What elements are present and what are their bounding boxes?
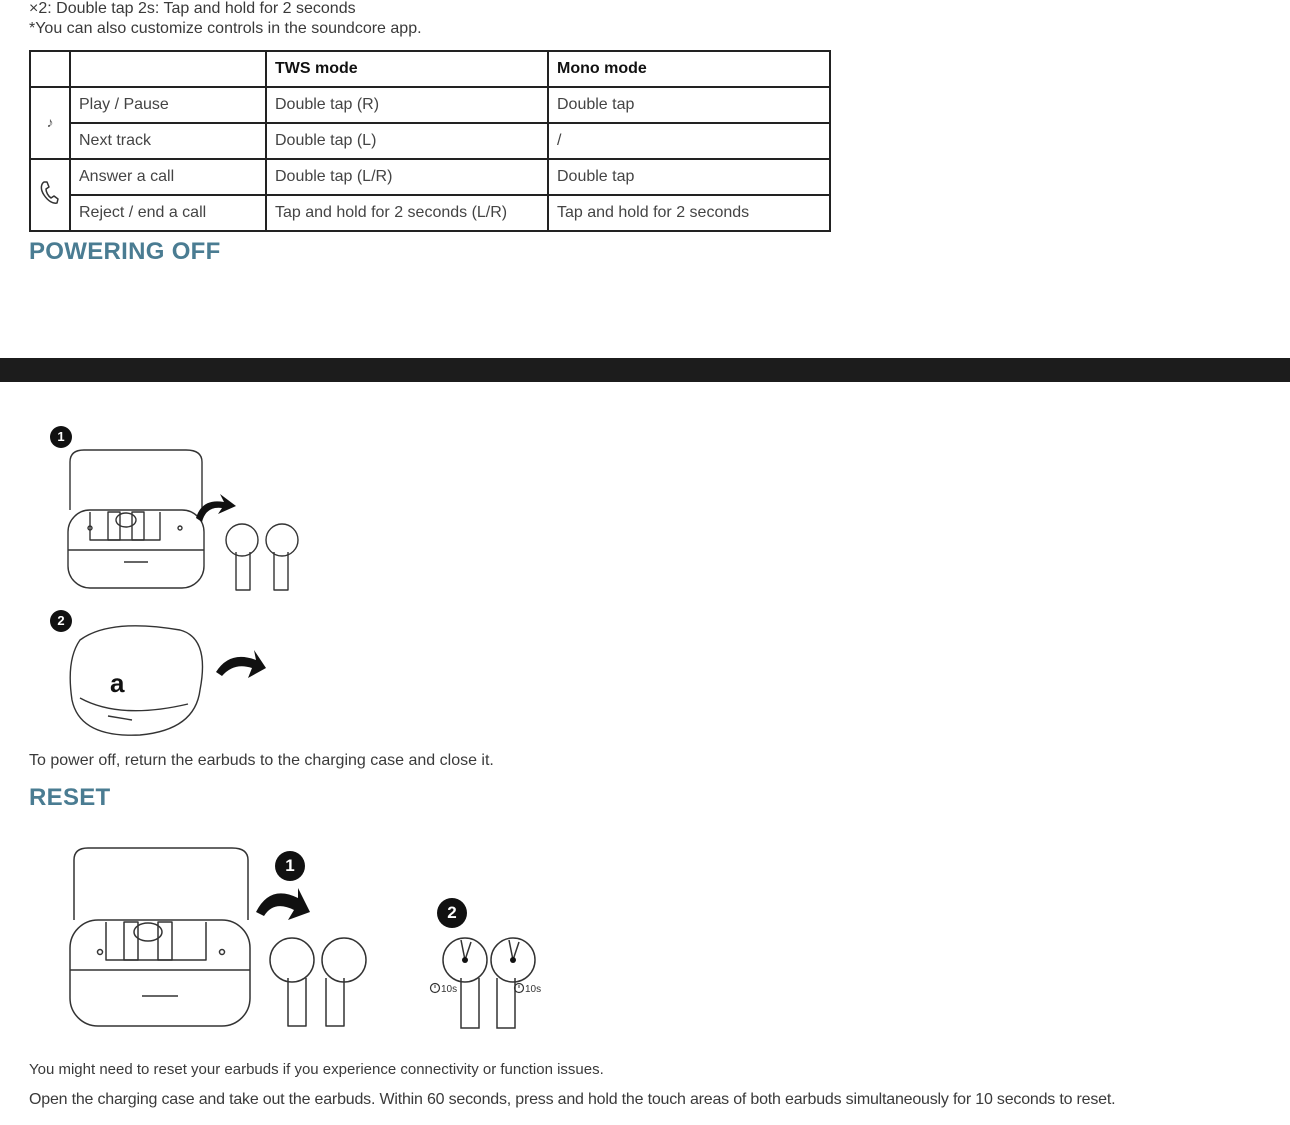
press-hold-illustration xyxy=(425,930,555,1035)
open-case-illustration xyxy=(60,440,320,600)
timer-label-right: 10s xyxy=(525,984,542,995)
table-cell-action: Answer a call xyxy=(70,159,266,195)
section-divider xyxy=(0,358,1290,382)
controls-table xyxy=(29,50,831,232)
power-off-instructions: To power off, return the earbuds to the charging case and close it. xyxy=(29,752,494,769)
table-cell-mono: Tap and hold for 2 seconds xyxy=(548,195,830,231)
note-line-2: *You can also customize controls in the soundcore app. xyxy=(29,20,422,37)
step-1-badge: 1 xyxy=(50,426,72,448)
step-2-badge: 2 xyxy=(50,610,72,632)
table-row xyxy=(30,87,830,123)
reset-case-illustration xyxy=(66,840,386,1035)
table-cell-tws: Double tap (R) xyxy=(266,87,548,123)
reset-instructions: Open the charging case and take out the earbuds. Within 60 seconds, press and hold the touch areas of both earbuds simultaneously for 10 seconds to reset. xyxy=(29,1091,1116,1108)
table-header-row xyxy=(30,51,830,87)
timer-label-left: 10s xyxy=(441,984,458,995)
table-header-icon xyxy=(30,51,70,87)
reset-step-2-badge: 2 xyxy=(437,898,467,928)
reset-reason-text: You might need to reset your earbuds if you experience connectivity or function issues. xyxy=(29,1061,604,1078)
reset-heading: RESET xyxy=(29,784,111,811)
phone-icon xyxy=(30,159,70,231)
table-row xyxy=(30,159,830,195)
table-cell-mono: Double tap xyxy=(548,159,830,195)
table-cell-mono: / xyxy=(548,123,830,159)
reset-step-1-badge: 1 xyxy=(275,851,305,881)
table-cell-mono: Double tap xyxy=(548,87,830,123)
table-header-mono: Mono mode xyxy=(548,51,830,87)
table-row xyxy=(30,123,830,159)
table-cell-tws: Double tap (L) xyxy=(266,123,548,159)
closed-case-illustration xyxy=(60,620,280,750)
table-cell-tws: Tap and hold for 2 seconds (L/R) xyxy=(266,195,548,231)
timer-icon xyxy=(431,984,440,993)
powering-off-heading: POWERING OFF xyxy=(29,238,221,265)
table-cell-tws: Double tap (L/R) xyxy=(266,159,548,195)
table-cell-action: Next track xyxy=(70,123,266,159)
table-row xyxy=(30,195,830,231)
timer-icon xyxy=(515,984,524,993)
music-note-icon: ♪ xyxy=(30,87,70,159)
svg-text:a: a xyxy=(110,668,125,698)
table-header-tws: TWS mode xyxy=(266,51,548,87)
note-line-1: ×2: Double tap 2s: Tap and hold for 2 seconds xyxy=(29,0,356,17)
table-cell-action: Play / Pause xyxy=(70,87,266,123)
table-header-action xyxy=(70,51,266,87)
table-cell-action: Reject / end a call xyxy=(70,195,266,231)
